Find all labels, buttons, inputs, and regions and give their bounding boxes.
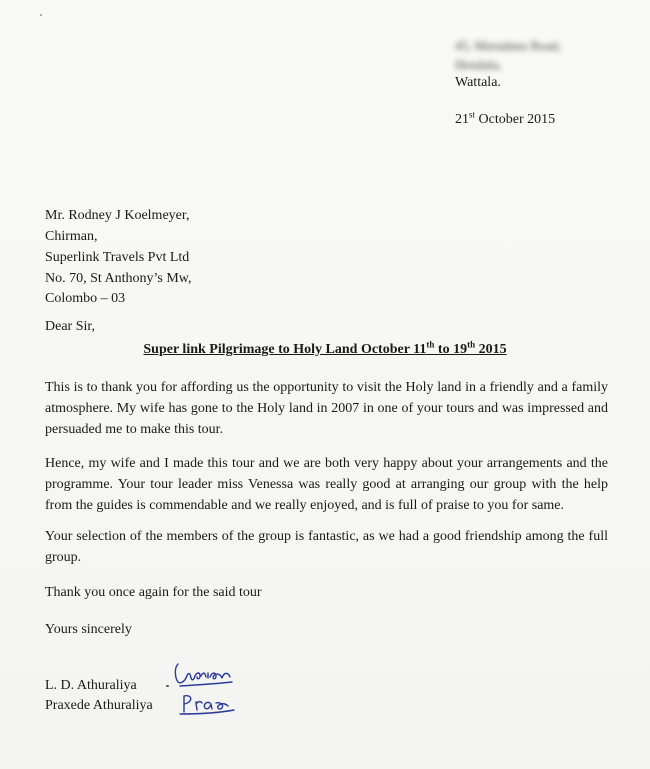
signature-stroke [201,673,208,678]
signature-stroke [204,702,212,709]
signature-stroke [216,703,228,709]
body-paragraph-1: This is to thank you for affording us the opportunity to visit the Holy land in a friendly and a family atmosphere. My wife has gone to the Holy land in 2007 in one of your tours and was impressed and persuaded me to make this tour. [45,380,608,437]
body-paragraph-4: Thank you once again for the said tour [45,585,262,600]
recipient-company: Superlink Travels Pvt Ltd [45,250,190,265]
date-rest: October 2015 [475,112,556,127]
recipient-name: Mr. Rodney J Koelmeyer, [45,208,190,223]
signatory-2: Praxede Athuraliya [45,698,153,713]
recipient-city: Colombo – 03 [45,291,126,306]
letter-date [455,110,555,130]
subject-sup-2: th [467,339,476,350]
sender-address-line-1: 45, Marudana Road, [455,38,562,53]
signature-stroke [195,673,200,679]
subject-part-3: 2015 [475,342,507,357]
subject-sup-1: th [426,339,435,350]
subject-part-1: Super link Pilgrimage to Holy Land October 11 [143,342,427,357]
date-suffix: st [469,109,476,120]
sender-city: Wattala. [455,75,501,90]
signature-stroke [196,702,202,710]
handwritten-signature [170,658,270,718]
subject-line [0,339,650,358]
salutation: Dear Sir, [45,319,95,334]
signature-stroke [186,674,195,680]
closing: Yours sincerely [45,622,132,637]
paper-speck [40,14,42,16]
body-paragraph-2: Hence, my wife and I made this tour and we are both very happy about your arrangements and the programme. Your tour leader miss Venessa was really good at arranging our group with the help from the guides is commendable and we really enjoyed, and is full of praise to you for same. [45,456,608,513]
signature-stroke [184,696,191,712]
recipient-street: No. 70, St Anthony’s Mw, [45,271,192,286]
subject-part-2: to 19 [434,342,468,357]
signature-stroke [180,710,234,714]
body-paragraph-3: Your selection of the members of the group is fantastic, as we had a good friendship among the full group. [45,529,608,565]
signature-stroke [180,682,232,686]
date-day: 21 [455,112,469,127]
recipient-title: Chirman, [45,229,98,244]
sender-address-line-2: Hendala, [455,57,502,72]
dot-mark [166,685,169,687]
signature-stroke [175,664,186,683]
signatory-1: L. D. Athuraliya [45,678,137,693]
signature-stroke [210,673,230,679]
